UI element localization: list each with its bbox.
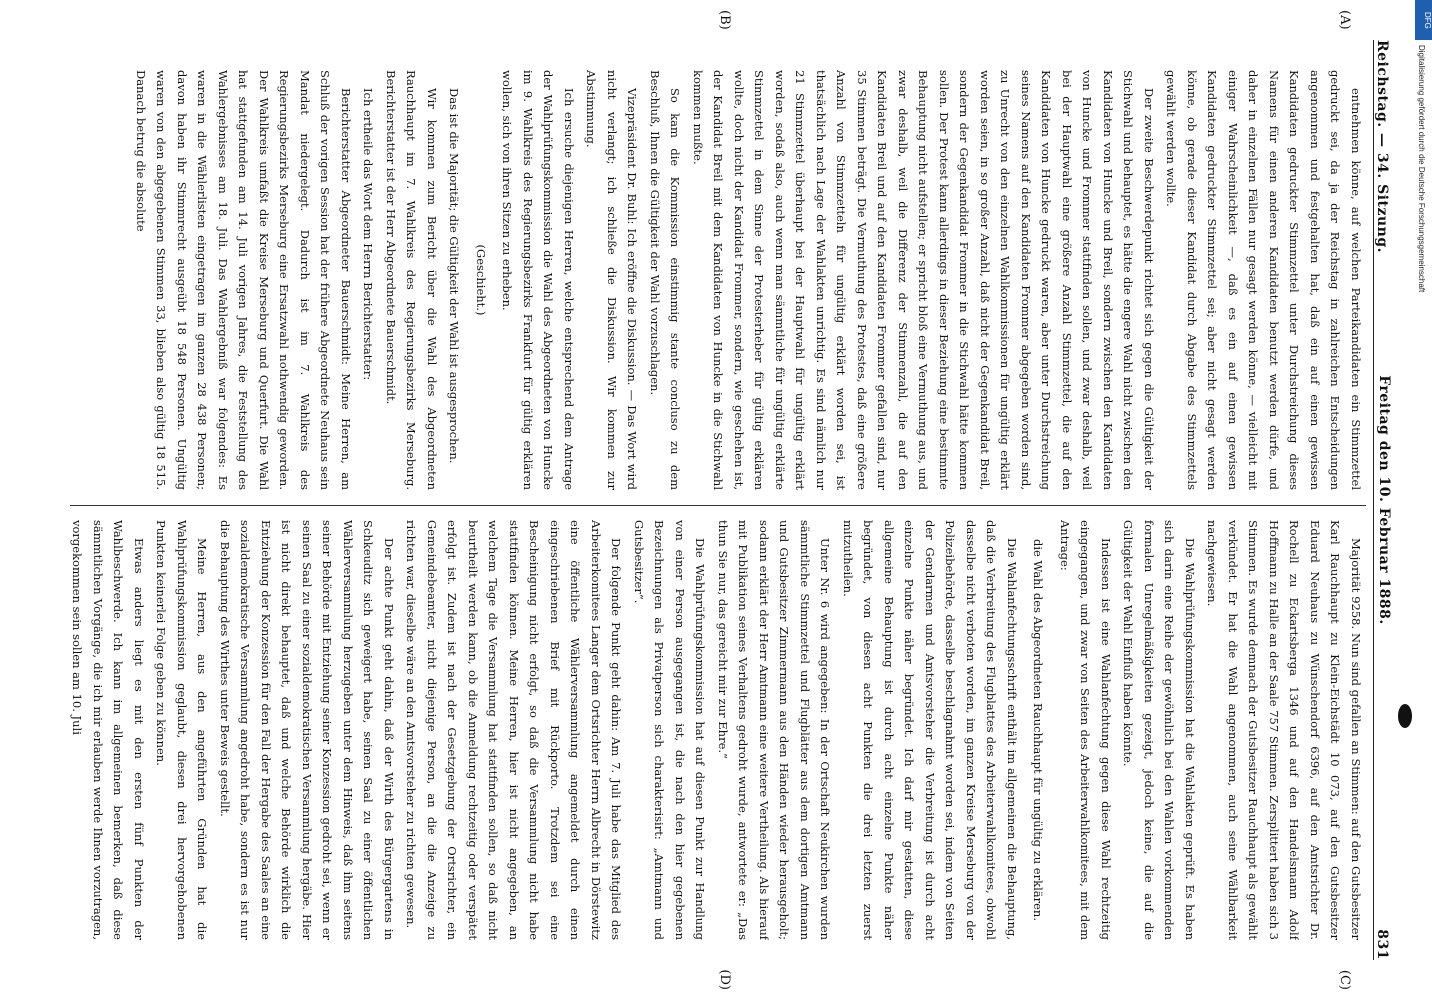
- column-divider: [70, 505, 1366, 506]
- paragraph: So kam die Kommission einstimmig stante concluso zu dem Beschluß, Ihnen die Gültigkeit der Wahl vorzuschlagen.: [648, 70, 683, 490]
- paragraph: Indessen ist eine Wahlanfechtung gegen diese Wahl rechtzeitig eingegangen, und zwar von Seiten des Arbeiterwahlkomitees, mit dem Antrage:: [1058, 520, 1113, 940]
- paragraph: Meine Herren, aus den angeführten Gründen hat die Wahlprüfungskommission geglaubt, diesen drei hervorgehobenen Punkten keinerlei Folge geben zu können.: [154, 520, 210, 940]
- paragraph: Ich ertheile das Wort dem Herrn Berichterstatter:: [361, 88, 376, 381]
- paragraph: Wir kommen zum Bericht über die Wahl des Abgeordneten Rauchhaupt im 7. Wahlkreis des Regierungsbezirks Merseburg. Berichterstatter ist der Herr Abgeordnete Bauerschmidt.: [384, 70, 439, 490]
- paragraph: Der zweite Beschwerdepunkt richtet sich gegen die Gültigkeit der Stichwahl und behauptet, es hätte die engere Wahl nicht zwischen den Kandidaten von Huncke und Breil, sondern zwischen den Kandidaten von Huncke und Frommer stattfinden sollen, und zwar deshalb, weil bei der Hauptwahl eine größere Anzahl Stimmzettel, die auf den Kandidaten von Huncke gedruckt waren, aber unter Durchstreichung seines Namens auf den Kandidaten Frommer abgegeben worden sind, zu Unrecht von den einzelnen Wahlkommissionen für ungültig erklärt worden seien, in so großer Anzahl, daß nicht der Gegenkandidat Breil, sondern der Gegenkandidat Frommer in die Stichwahl hätte kommen sollen. Der Protest kann allerdings in dieser Beziehung eine bestimmte Behauptung nicht aufstellen; er spricht bloß eine Vermuthung aus, und zwar deshalb, weil die Differenz der Stimmenzahl, die auf den Kandidaten Breil und auf den Kandidaten Frommer gefallen sind, nur 35 Stimmen beträgt. Die Vermuthung des Protestes, daß eine größere Anzahl von Stimmzetteln für ungültig erklärt worden sei, ist thatsächlich nach Lage der Wahlakten unrichtig. Es sind nämlich nur 21 Stimmzettel überhaupt bei der Hauptwahl für ungültig erklärt worden, sodaß also, auch wenn man sämmtliche für ungültig erklärte Stimmzettel in dem Sinne der Protesterheber für gültig erklären wollte, doch nicht der Kandidat Frommer, sondern, wie geschehen ist, der Kandidat Breil mit dem Kandidaten von Huncke in die Stichwahl kommen mußte.: [691, 70, 1156, 490]
- paragraph: Die Wahlprüfungskommission hat die Wahlakten geprüft. Es haben sich darin eine Reihe der gewöhnlich bei den Wahlen vorkommenden formalen Unregelmäßigkeiten gezeigt, jedoch keine, die auf die Gültigkeit der Wahl Einfluß haben könnte.: [1121, 520, 1197, 940]
- paragraph: Der achte Punkt geht dahin, daß der Wirth des Bürgergartens in Schkeuditz sich geweigert habe, seinen Saal zu einer öffentlichen Wählerversammlung herzugeben unter dem Hinweis, daß ihm seitens seiner Behörde mit Entziehung seiner Konzession gedroht sei, wenn er seinen Saal zu einer sozialdemokratischen Versammlung hergäbe. Hier ist nicht direkt behauptet, daß und welche Behörde wirklich die Entziehung der Konzession für den Fall der Hergabe des Saales an eine sozialdemokratische Versammlung angedroht habe, sondern es ist nur die Behauptung des Wirthes unter Beweis gestellt.: [218, 520, 396, 940]
- paragraph: Berichterstatter Abgeordneter Bauerschmidt: Meine Herren, am Schluß der vorigen Session hat der frühere Abgeordnete Neuhaus sein Mandat niedergelegt. Dadurch ist im 7. Wahlkreis des Regierungsbezirks Merseburg eine Ersatzwahl nothwendig geworden. Der Wahlkreis umfaßt die Kreise Merseburg und Querfurt. Die Wahl hat stattgefunden am 14. Juli vorigen Jahres, die Feststellung des Wahlergebnisses am 18. Juli. Das Wahlergebniß war folgendes: Es waren in die Wählerlisten eingetragen im ganzen 28 438 Personen; davon haben ihr Stimmrecht ausgeübt 18 548 Personen. Ungültig waren von den abgegebenen Stimmen 33, blieben also gültig 18 515. Danach betrug die absolute: [134, 70, 353, 490]
- page-number: 831: [1374, 929, 1390, 960]
- left-column: [60, 70, 1366, 490]
- right-column: [60, 520, 1366, 940]
- margin-mark-d: (D): [717, 969, 732, 990]
- paragraph: entnehmen könne, auf welchen Parteikandidaten ein Stimmzettel gedruckt sei, da ja der Reichstag in zahlreichen Entscheidungen angenommen und festgehalten hat, daß ein auf einen gewissen Kandidaten gedruckter Stimmzettel unter Durchstreichung dieses Namens für einen anderen Kandidaten benutzt werden dürfe, und daher in einzelnen Fällen nur gesagt werden könne, — vielleicht mit einiger Wahrscheinlichkeit —, daß es ein auf einen gewissen Kandidaten gedruckter Stimmzettel sei; aber nicht gesagt werden könne, ob gerade dieser Kandidat durch Abgabe des Stimmzettels gewählt werden wollte.: [1164, 70, 1363, 490]
- paragraph: Majorität 9258. Nun sind gefallen an Stimmen: auf den Gutsbesitzer Karl Rauchhaupt zu Klein-Eichstädt 10 073, auf den Gutsbesitzer Eduard Neuhaus zu Wünschendorf 6396, auf den Amtsrichter Dr. Rochell zu Eckartsberga 1346 und auf den Handelsmann Adolf Hoffmann zu Halle an der Saale 757 Stimmen. Zersplittert haben sich 3 Stimmen. Es wurde demnach der Gutsbesitzer Rauchhaupt als gewählt verkündet. Er hat die Wahl angenommen, auch seine Wählbarkeit nachgewiesen.: [1205, 520, 1363, 940]
- paragraph: Die Wahlanfechtungsschrift enthält im allgemeinen die Behauptung, daß die Verbreitung des Flugblattes des Arbeiterwahlkomitees, obwohl dasselbe nicht verboten worden, im ganzen Kreise Merseburg von der Polizeibehörde, dasselbe beschlagnahmt worden sei, indem von Seiten der Gendarmen und Amtsvorsteher die Verbreitung ist durch acht einzelne Punkte näher begründet. Ich darf mir gestatten, diese allgemeine Behauptung ist durch acht einzelne Punkte näher begründet, von diesen acht Punkten die drei letzten zuerst mitzutheilen.: [841, 520, 1019, 940]
- dfg-credit: Digitalisierung gefördert durch die Deutsche Forschungsgemeinschaft: [1417, 45, 1426, 293]
- motion-quote: die Wahl des Abgeordneten Rauchhaupt für ungültig zu erklären.: [1031, 539, 1046, 921]
- paragraph: Das ist die Majorität; die Gültigkeit der Wahl ist ausgesprochen.: [447, 88, 462, 464]
- paragraph: Ich ersuche diejenigen Herren, welche entsprechend dem Antrage der Wahlprüfungskommission die Wahl des Abgeordneten von Huncke im 9. Wahlkreis des Regierungsbezirks Frankfurt für gültig erklären wollen, sich von ihren Sitzen zu erheben.: [500, 70, 576, 490]
- paragraph: Etwas anders liegt es mit den ersten fünf Punkten der Wahlbeschwerde. Ich kann im allgemeinen bemerken, daß diese sämmtlichen Vorgänge, die ich mir erlauben werde Ihnen vorzutragen, vorgekommen sein sollen am 10. Juli: [70, 520, 146, 940]
- page-header: [1373, 40, 1414, 960]
- margin-mark-a: (A): [1337, 10, 1352, 30]
- paragraph: Unter Nr. 6 wird angegeben: In der Ortschaft Neukirchen wurden sämmtliche Stimmzettel und Flugblätter aus dem dortigen Amtmann und Gutsbesitzer Zimmermann aus den Händen wieder herausgeholt; sodann erklärt der Herr Amtmann eine weitere Vertheilung. Als hierauf mit Publikation seines Verhaltens gedroht wurde, antwortete er: „Das thun Sie nur, das gereicht mir zur Ehre.“: [716, 520, 833, 940]
- margin-mark-b: (B): [717, 10, 732, 30]
- header-left: Reichstag. — 34. Sitzung.: [1374, 40, 1390, 253]
- stage-direction: (Geschieht.): [474, 244, 488, 316]
- header-center: Freitag den 10. Februar 1888.: [1376, 375, 1392, 625]
- dfg-logo: DFG: [1415, 0, 1432, 40]
- paragraph: Vizepräsident Dr. Buhl: Ich eröffne die Diskussion. — Das Wort wird nicht verlangt; ich schließe die Diskussion. Wir kommen zur Abstimmung.: [584, 70, 640, 490]
- paragraph: Die Wahlprüfungskommission hat auf diesen Punkt zur Handlung von einer Person ausgegangen ist, die nach den hier gegebenen Bezeichnungen als Privatperson sich charakterisirt: „Amtmann und Gutsbesitzer“.: [632, 520, 708, 940]
- margin-mark-c: (C): [1337, 969, 1352, 990]
- paragraph: Der folgende Punkt geht dahin: Am 7. Juli habe das Mitglied des Arbeiterkomitees Langer dem Ortsrichter Herrn Albrecht in Dörstewitz eine öffentliche Wählerversammlung angemeldet durch einen eingeschriebenen Brief mit Rückporto. Trotzdem sei eine Bescheinigung nicht erfolgt, so daß die Versammlung nicht habe stattfinden können. Meine Herren, hier ist nicht angegeben, an welchem Tage die Versammlung hat stattfinden sollen, so daß nicht beurtheilt werden kann, ob die Anmeldung rechtzeitig oder verspätet erfolgt ist. Zudem ist nach der Gesetzgebung der Ortsrichter, ein Gemeindebeamter, nicht diejenige Person, an die die Anzeige zu richten war, dieselbe wäre an den Amtsvorsteher zu richten gewesen.: [404, 520, 624, 940]
